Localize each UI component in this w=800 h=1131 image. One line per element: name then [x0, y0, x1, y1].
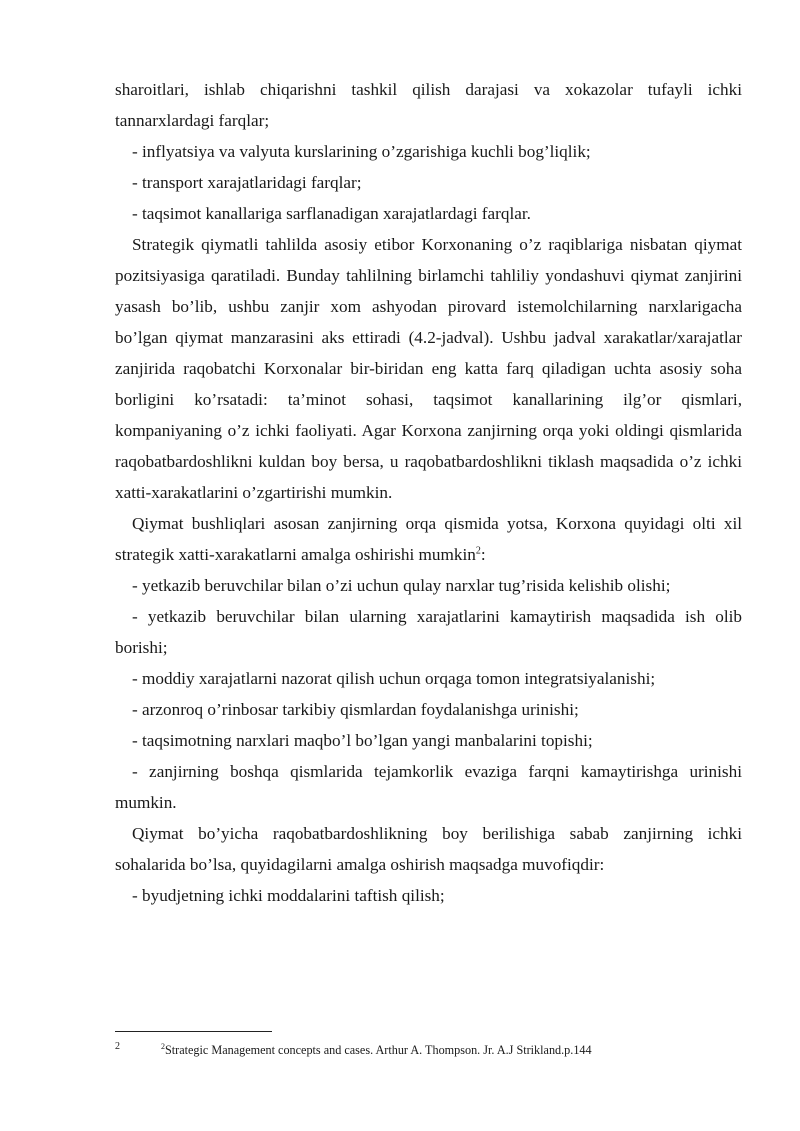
paragraph: Strategik qiymatli tahlilda asosiy etibor Korxonaning o’z raqiblariga nisbatan qiymat pozitsiyasiga qaratiladi. Bunday tahlilning birlamchi tahliliy yondashuvi qiymat zanjirini yasash bo’lib, ushbu zanjir xom ashyodan pirovard istemolchilarning narxlarigacha bo’lgan qiymat manzarasini aks ettiradi (4.2-jadval). Ushbu jadval xarakatlar/xarajatlar zanjirida raqobatchi Korxonalar bir-biridan eng katta farq qiladigan uchta asosiy soha borligini ko’rsatadi: ta’minot sohasi, taqsimot kanallarining ilg’or qismlari, kompaniyaning o’z ichki faoliyati. Agar Korxona zanjirning orqa yoki oldingi qismlarida raqobatbardoshlikni kuldan boy bersa, u raqobatbardoshlikni tiklash maqsadida o’z ichki xatti-xarakatlarini o’zgartirishi mumkin. — [115, 235, 742, 502]
paragraph-text: Qiymat bushliqlari asosan zanjirning orqa qismida yotsa, Korxona quyidagi olti xil strategik xatti-xarakatlarni amalga oshirishi mumkin — [115, 514, 742, 564]
list-item: - zanjirning boshqa qismlarida tejamkorlik evaziga farqni kamaytirishga urinishi mumkin. — [115, 762, 742, 812]
list-item: - yetkazib beruvchilar bilan ularning xarajatlarini kamaytirish maqsadida ish olib borishi; — [115, 607, 742, 657]
footnote-number: 2 — [115, 1041, 120, 1052]
list-item: - moddiy xarajatlarni nazorat qilish uchun orqaga tomon integratsiyalanishi; — [132, 669, 656, 688]
list-item: - byudjetning ichki moddalarini taftish qilish; — [132, 886, 445, 905]
list-item: - inflyatsiya va valyuta kurslarining o’zgarishiga kuchli bog’liqlik; — [132, 142, 591, 161]
list-item: - arzonroq o’rinbosar tarkibiy qismlardan foydalanishga urinishi; — [132, 700, 579, 719]
footnote-text: Strategic Management concepts and cases. Arthur A. Thompson. Jr. A.J Strikland.p.144 — [165, 1043, 592, 1058]
footnote-separator — [115, 1031, 272, 1032]
footnote-marker: 2 — [161, 1042, 165, 1051]
paragraph: Qiymat bo’yicha raqobatbardoshlikning boy berilishiga sabab zanjirning ichki sohalarida bo’lsa, quyidagilarni amalga oshirish maqsadga muvofiqdir: — [115, 824, 742, 874]
footnote-reference[interactable]: 2 — [475, 545, 481, 557]
list-item: - yetkazib beruvchilar bilan o’zi uchun qulay narxlar tug’risida kelishib olishi; — [132, 576, 671, 595]
paragraph-with-footnote — [115, 508, 742, 570]
list-item: - taqsimotning narxlari maqbo’l bo’lgan yangi manbalarini topishi; — [132, 731, 593, 750]
list-item: - taqsimot kanallariga sarflanadigan xarajatlardagi farqlar. — [132, 204, 531, 223]
body-text — [115, 74, 742, 911]
footnote-text-line — [161, 1039, 592, 1058]
list-item: - transport xarajatlaridagi farqlar; — [132, 173, 362, 192]
paragraph-continuation: sharoitlari, ishlab chiqarishni tashkil qilish darajasi va xokazolar tufayli ichki tannarxlardagi farqlar; — [115, 80, 742, 130]
paragraph-tail: : — [480, 545, 486, 564]
